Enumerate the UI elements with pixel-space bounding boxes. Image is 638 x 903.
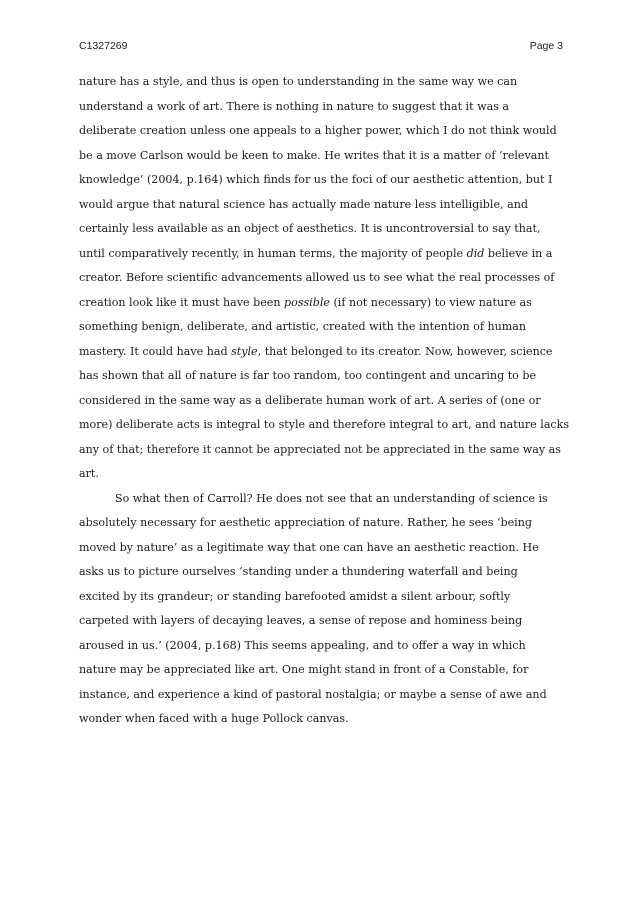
text-segment: would argue that natural science has actually made nature less intelligible, and: [79, 197, 528, 211]
text-line: [79, 95, 565, 120]
text-segment: be a move Carlson would be keen to make. He writes that it is a matter of ‘relevant: [79, 148, 549, 162]
text-line: [79, 511, 565, 536]
text-segment: knowledge’ (2004, p.164) which finds for us the foci of our aesthetic attention, but I: [79, 173, 553, 186]
text-segment: until comparatively recently, in human terms, the majority of people: [79, 246, 467, 260]
paragraph-1: [79, 70, 570, 487]
text-segment: nature has a style, and thus is open to understanding in the same way we can: [79, 75, 518, 88]
text-segment: considered in the same way as a deliberate human work of art. A series of (one or: [79, 393, 541, 407]
text-segment: more) deliberate acts is integral to style and therefore integral to art, and nature lacks: [79, 418, 570, 431]
text-segment: aroused in us.’ (2004, p.168) This seems appealing, and to offer a way in which: [79, 638, 526, 652]
text-segment: instance, and experience a kind of pastoral nostalgia; or maybe a sense of awe and: [79, 687, 547, 701]
text-segment: something benign, deliberate, and artistic, created with the intention of human: [79, 320, 527, 333]
text-line: [79, 70, 565, 95]
page-header: [79, 40, 563, 56]
text-line: [79, 609, 565, 634]
text-line: [79, 119, 565, 144]
text-line: [79, 438, 565, 463]
text-line: [79, 364, 565, 389]
text-segment: nature may be appreciated like art. One might stand in front of a Constable, for: [79, 663, 529, 676]
text-segment: absolutely necessary for aesthetic appreciation of nature. Rather, he sees ‘being: [79, 516, 532, 529]
text-segment: carpeted with layers of decaying leaves, a sense of repose and hominess being: [79, 614, 523, 627]
text-line: [79, 707, 565, 732]
paragraph-2: [79, 487, 565, 732]
text-line: [79, 242, 565, 267]
text-line: [79, 462, 565, 487]
text-segment: excited by its grandeur; or standing barefooted amidst a silent arbour, softly: [79, 589, 511, 603]
text-line: [79, 413, 570, 438]
text-line: [79, 168, 565, 193]
text-segment: So what then of Carroll? He does not see that an understanding of science is: [115, 491, 548, 505]
text-segment: asks us to picture ourselves ‘standing under a thundering waterfall and being: [79, 565, 518, 578]
text-segment: has shown that all of nature is far too random, too contingent and uncaring to be: [79, 369, 537, 382]
page-number: Page 3: [529, 40, 563, 52]
text-segment: moved by nature’ as a legitimate way that one can have an aesthetic reaction. He: [79, 540, 539, 554]
text-line: [79, 144, 565, 169]
text-segment: understand a work of art. There is nothing in nature to suggest that it was a: [79, 99, 510, 113]
text-line: [79, 683, 565, 708]
text-line: [79, 340, 565, 365]
text-line: [79, 266, 565, 291]
student-id: C1327269: [79, 40, 128, 52]
text-segment: certainly less available as an object of aesthetics. It is uncontroversial to say that,: [79, 222, 541, 235]
text-segment: art.: [79, 467, 99, 480]
text-line: [79, 389, 565, 414]
text-line: [79, 487, 565, 512]
text-line: [79, 217, 565, 242]
text-line: [79, 585, 565, 610]
text-line: [79, 315, 565, 340]
document-body: [79, 70, 570, 732]
italic-text: style: [231, 344, 258, 358]
text-line: [79, 634, 565, 659]
text-segment: mastery. It could have had: [79, 344, 232, 358]
text-line: [79, 193, 565, 218]
text-segment: any of that; therefore it cannot be appreciated not be appreciated in the same way as: [79, 442, 561, 456]
text-segment: deliberate creation unless one appeals to a higher power, which I do not think would: [79, 124, 557, 137]
text-line: [79, 291, 565, 316]
italic-text: did: [466, 246, 485, 260]
text-segment: believe in a: [484, 246, 553, 260]
text-line: [79, 658, 565, 683]
italic-text: possible: [284, 295, 330, 309]
text-segment: (if not necessary) to view nature as: [329, 295, 532, 309]
text-segment: creator. Before scientific advancements allowed us to see what the real processes of: [79, 271, 555, 284]
text-segment: wonder when faced with a huge Pollock canvas.: [79, 712, 349, 725]
text-segment: , that belonged to its creator. Now, however, science: [257, 344, 553, 358]
text-line: [79, 560, 565, 585]
text-line: [79, 536, 565, 561]
text-segment: creation look like it must have been: [79, 295, 285, 309]
